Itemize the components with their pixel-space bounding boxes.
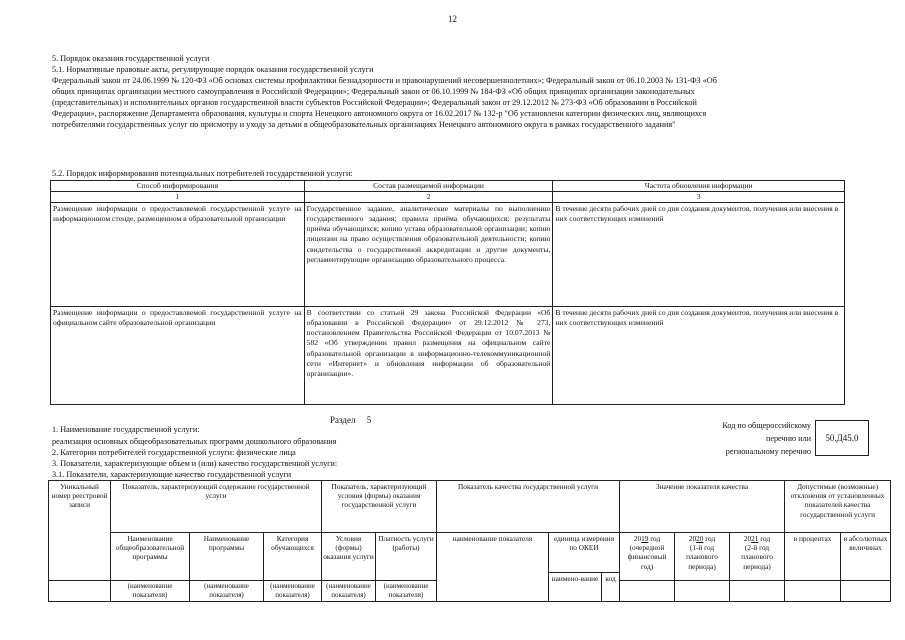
empty-cell bbox=[49, 581, 111, 602]
category-subheader: Категория обучающихся bbox=[264, 533, 322, 581]
service-name: реализация основных общеобразовательных программ дошкольного образования bbox=[52, 437, 337, 446]
indicator-name-placeholder: (наименование показателя) bbox=[190, 581, 264, 602]
payment-subheader: Платность услуги (работы) bbox=[376, 533, 437, 581]
deviation-percent-subheader: в процентах bbox=[785, 533, 841, 581]
section-label: Раздел bbox=[330, 415, 356, 425]
empty-cell bbox=[785, 581, 841, 602]
registry-code-label: Код по общероссийскому bbox=[722, 421, 811, 430]
quality-indicators-table bbox=[48, 480, 891, 602]
indicator-name-placeholder: (наименование показателя) bbox=[264, 581, 322, 602]
quality-indicator-header: Показатель качества государственной услуги bbox=[437, 481, 620, 533]
consumer-category: 2. Категории потребителей государственной услуги: физические лица bbox=[52, 448, 296, 457]
law-text-line: общих принципах организации местного самоуправления в Российской Федерации»; Федеральный закон от 06.10.1999 № 184-ФЗ «Об общих принципах организации законодательных bbox=[52, 87, 695, 96]
unique-number-header: Уникальный номер реестровой записи bbox=[49, 481, 111, 581]
year-1-subheader: 2019 год (очередной финансовый год) bbox=[620, 533, 675, 581]
deviation-absolute-subheader: в абсолютных величинах bbox=[841, 533, 891, 581]
registry-code-label: перечню или bbox=[765, 434, 811, 443]
quality-indicators-heading: 3.1. Показатели, характеризующие качество государственной услуги bbox=[52, 470, 292, 479]
info-frequency-cell: В течение десяти рабочих дней со дня создания документов, получения или внесения в них соответствующих изменений bbox=[553, 307, 845, 405]
conditions-subheader: Условия (формы) оказания услуги bbox=[322, 533, 376, 581]
indicator-name-placeholder: (наименование показателя) bbox=[322, 581, 376, 602]
section-5-2-heading: 5.2. Порядок информирования потенциальных потребителей государственной услуги: bbox=[52, 169, 353, 178]
empty-cell bbox=[841, 581, 891, 602]
info-header-method: Способ информирования bbox=[51, 181, 305, 192]
unit-name-subheader: наимено-вание bbox=[549, 573, 602, 602]
section-title bbox=[330, 415, 371, 425]
registry-code-label: региональному перечню bbox=[725, 447, 811, 456]
content-indicator-header: Показатель, характеризующий содержание государственной услуги bbox=[111, 481, 322, 533]
page-number: 12 bbox=[448, 14, 457, 24]
law-text-line: Федерации», распоряжение Департамента образования, культуры и спорта Ненецкого автономного округа от 16.02.2017 № 132-р "Об установлени категории физических лиц, являющихся bbox=[52, 109, 707, 118]
service-name-label: 1. Наименование государственной услуги: bbox=[52, 425, 200, 434]
empty-cell bbox=[620, 581, 675, 602]
indicator-name-placeholder: (наименование показателя) bbox=[111, 581, 190, 602]
indicator-name-subheader: наименование показателя bbox=[437, 533, 549, 602]
info-header-frequency: Частота обновления информации bbox=[553, 181, 845, 192]
program-subheader: Наименование программы bbox=[190, 533, 264, 581]
conditions-indicator-header: Показатель, характеризующий условия (формы) оказания государственной услуги bbox=[322, 481, 437, 533]
info-index: 3 bbox=[553, 192, 845, 203]
law-text-line: (представительных) и исполнительных органов государственной власти субъектов Российской Федерации»; Федеральный закон от 29.12.2012 № 273-ФЗ «Об образовании в Российской bbox=[52, 98, 697, 107]
information-table bbox=[50, 180, 845, 405]
section-5-1-heading: 5.1. Нормативные правовые акты, регулирующие порядок оказания государственной услуги bbox=[52, 65, 374, 74]
info-frequency-cell: В течение десяти рабочих дней со дня создания документов, получения или внесения в них соответствующих изменений bbox=[553, 203, 845, 307]
info-index: 2 bbox=[304, 192, 553, 203]
empty-cell bbox=[675, 581, 730, 602]
allowed-deviation-header: Допустимые (возможные) отклонения от установленных показателей качества государственной услуги bbox=[785, 481, 891, 533]
law-text-line: потребителями государственных услуг по присмотру и уходу за детьми в общеобразовательных организациях Ненецкого автономного округа в рамках государственного задания" bbox=[52, 120, 676, 129]
year-3-subheader: 2021 год (2-й год планового периода) bbox=[730, 533, 785, 581]
indicator-name-placeholder: (наименование показателя) bbox=[376, 581, 437, 602]
section-number: 5 bbox=[366, 415, 372, 425]
program-name-subheader: Наименование общеобразовательной программы bbox=[111, 533, 190, 581]
unit-okei-subheader: единица измерения по ОКЕИ bbox=[549, 533, 620, 573]
section-5-heading: 5. Порядок оказания государственной услуги bbox=[52, 54, 210, 63]
info-content-cell: В соответствии со статьей 29 закона Российской Федерации «Об образовании в Российской Федерации» от 29.12.2012 № 273, постановлением Правительства Российской Федерации от 10.07.2013 № 582 «Об утверждении правил размещения на официальном сайте образовательной организации в информационно-телекоммуникационной сети «Интернет» и обновления информации об образовательной организации». bbox=[304, 307, 553, 405]
year-2-subheader: 2020 год (1-й год планового периода) bbox=[675, 533, 730, 581]
law-text-line: Федеральный закон от 24.06.1999 № 120-ФЗ «Об основах системы профилактики безнадзорности и правонарушений несовершеннолетних»; Федеральный закон от 06.10.2003 № 131-ФЗ «Об bbox=[52, 76, 717, 85]
info-content-cell: Государственное задание, аналитические материалы по выполнению государственного задания; правила приёма обучающихся; результаты приёма обучающихся; копию устава образовательной организации; копию лицензии на право осуществления образовательной деятельности; копию свидетельства о государственной аккредитации и другие документы, регламентирующие организацию образовательного процесса. bbox=[304, 203, 553, 307]
unit-code-subheader: код bbox=[602, 573, 620, 602]
info-method-cell: Размещение информации о предоставляемой государственной услуге на официальном сайте образовательной организации bbox=[51, 307, 305, 405]
empty-cell bbox=[730, 581, 785, 602]
info-header-content: Состав размещаемой информации bbox=[304, 181, 553, 192]
info-method-cell: Размещение информации о предоставляемой государственной услуге на информационном стенде, размещенном в образовательной организации bbox=[51, 203, 305, 307]
quality-value-header: Значение показателя качества bbox=[620, 481, 785, 533]
indicators-heading: 3. Показатели, характеризующие объем и (или) качество государственной услуги: bbox=[52, 459, 338, 468]
info-index: 1 bbox=[51, 192, 305, 203]
registry-code-box: 50.Д45.0 bbox=[815, 420, 869, 456]
